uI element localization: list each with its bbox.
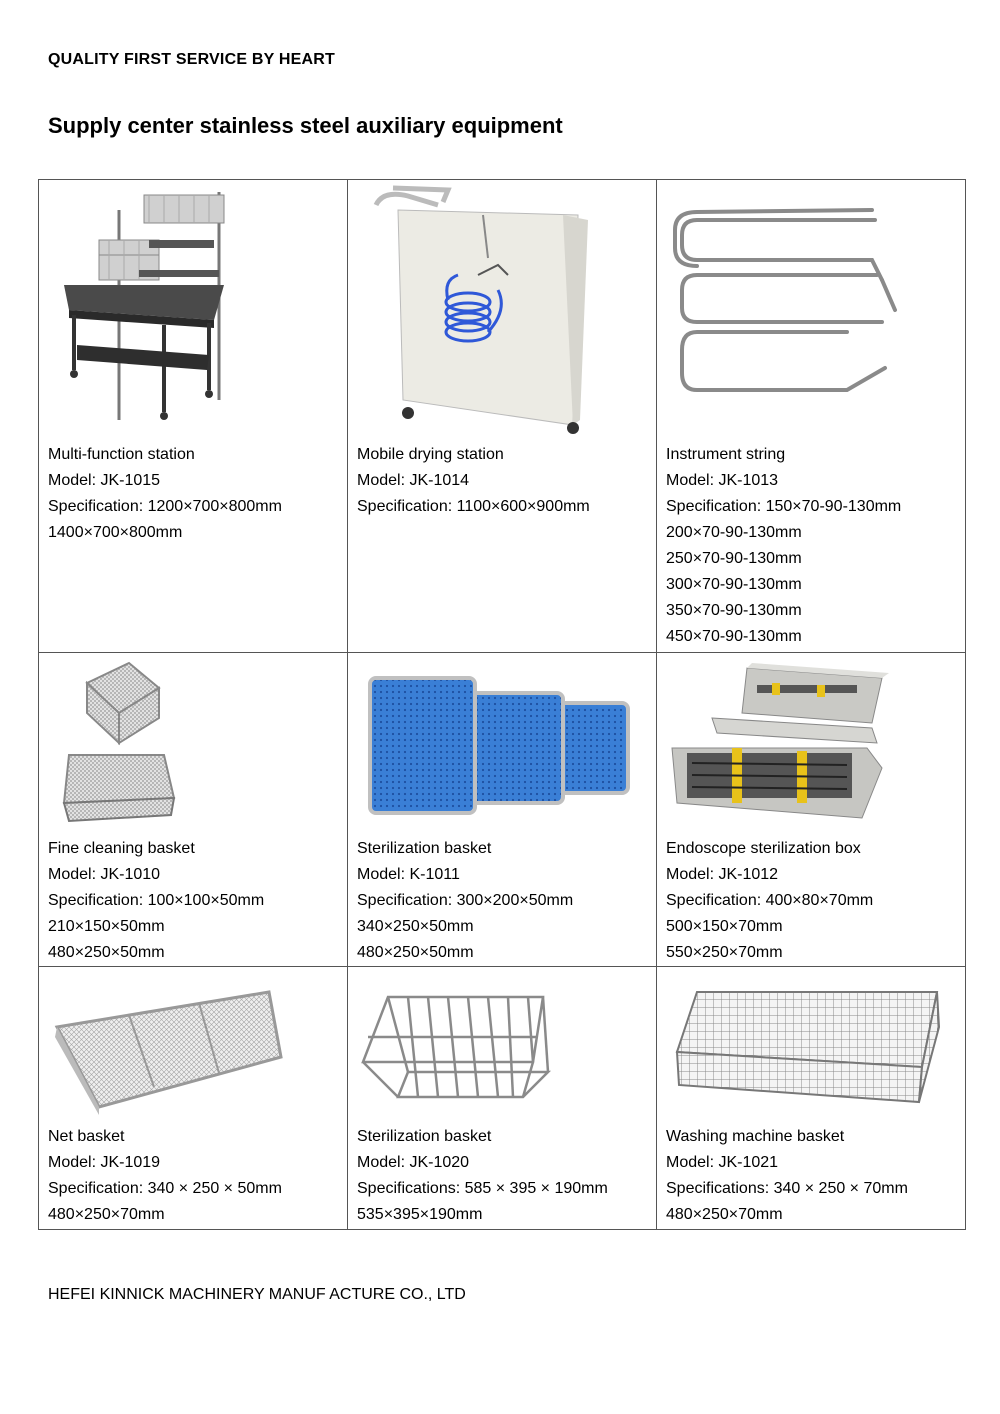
product-spec: 450×70-90-130mm [666,628,802,645]
product-cell [657,967,966,1230]
product-cell [39,653,348,967]
product-name: Sterilization basket [357,1128,492,1145]
product-spec: 350×70-90-130mm [666,602,802,619]
washing-machine-basket-image [657,967,965,1124]
product-cell [348,967,657,1230]
product-info [348,1124,656,1228]
product-spec: 210×150×50mm [48,918,165,935]
multi-function-station-image [39,180,347,442]
product-model: Model: JK-1019 [48,1154,161,1171]
product-info [39,1124,347,1228]
product-info [348,836,656,966]
product-name: Sterilization basket [357,840,492,857]
table-row [39,180,966,653]
product-spec: 480×250×70mm [666,1206,783,1223]
product-spec: 340×250×50mm [357,918,474,935]
product-info [39,442,347,546]
product-spec: Specification: 1200×700×800mm [48,498,282,515]
product-info [39,836,347,966]
product-model: Model: JK-1010 [48,866,161,883]
product-cell [39,180,348,653]
product-name: Net basket [48,1128,125,1145]
product-cell [348,653,657,967]
product-model: Model: JK-1020 [357,1154,470,1171]
product-spec: 500×150×70mm [666,918,783,935]
product-model: Model: JK-1012 [666,866,779,883]
product-name: Mobile drying station [357,446,504,463]
product-model: Model: K-1011 [357,866,460,883]
product-spec: 480×250×50mm [48,944,165,961]
net-basket-image [39,967,347,1124]
product-model: Model: JK-1021 [666,1154,779,1171]
product-spec: 550×250×70mm [666,944,783,961]
product-model: Model: JK-1013 [666,472,779,489]
product-spec: Specifications: 585 × 395 × 190mm [357,1180,608,1197]
product-spec: 250×70-90-130mm [666,550,802,567]
mobile-drying-station-image [348,180,656,442]
product-info [348,442,656,520]
product-name: Fine cleaning basket [48,840,195,857]
product-spec: 300×70-90-130mm [666,576,802,593]
wire-sterilization-basket-image [348,967,656,1124]
product-spec: Specification: 300×200×50mm [357,892,574,909]
table-row [39,967,966,1230]
product-spec: Specification: 150×70-90-130mm [666,498,902,515]
product-spec: 480×250×50mm [357,944,474,961]
product-info [657,442,965,650]
product-cell [657,180,966,653]
product-spec: 1400×700×800mm [48,524,183,541]
fine-cleaning-basket-image [39,653,347,836]
product-info [657,836,965,966]
endoscope-box-image [657,653,965,836]
product-name: Instrument string [666,446,786,463]
product-name: Endoscope sterilization box [666,840,861,857]
product-info [657,1124,965,1228]
blue-sterilization-basket-image [348,653,656,836]
product-name: Multi-function station [48,446,195,463]
product-cell [39,967,348,1230]
product-table [38,179,966,1230]
product-spec: 200×70-90-130mm [666,524,802,541]
product-model: Model: JK-1014 [357,472,470,489]
company-footer: HEFEI KINNICK MACHINERY MANUF ACTURE CO., LTD [48,1286,466,1303]
product-spec: Specification: 340 × 250 × 50mm [48,1180,282,1197]
instrument-string-image [657,180,965,442]
tagline: QUALITY FIRST SERVICE BY HEART [48,51,335,68]
product-spec: Specifications: 340 × 250 × 70mm [666,1180,908,1197]
product-spec: Specification: 1100×600×900mm [357,498,590,515]
product-spec: Specification: 400×80×70mm [666,892,874,909]
product-name: Washing machine basket [666,1128,845,1145]
table-row [39,653,966,967]
product-cell [348,180,657,653]
product-model: Model: JK-1015 [48,472,161,489]
page-title: Supply center stainless steel auxiliary equipment [48,113,563,138]
product-spec: Specification: 100×100×50mm [48,892,265,909]
product-spec: 480×250×70mm [48,1206,165,1223]
product-cell [657,653,966,967]
product-spec: 535×395×190mm [357,1206,483,1223]
